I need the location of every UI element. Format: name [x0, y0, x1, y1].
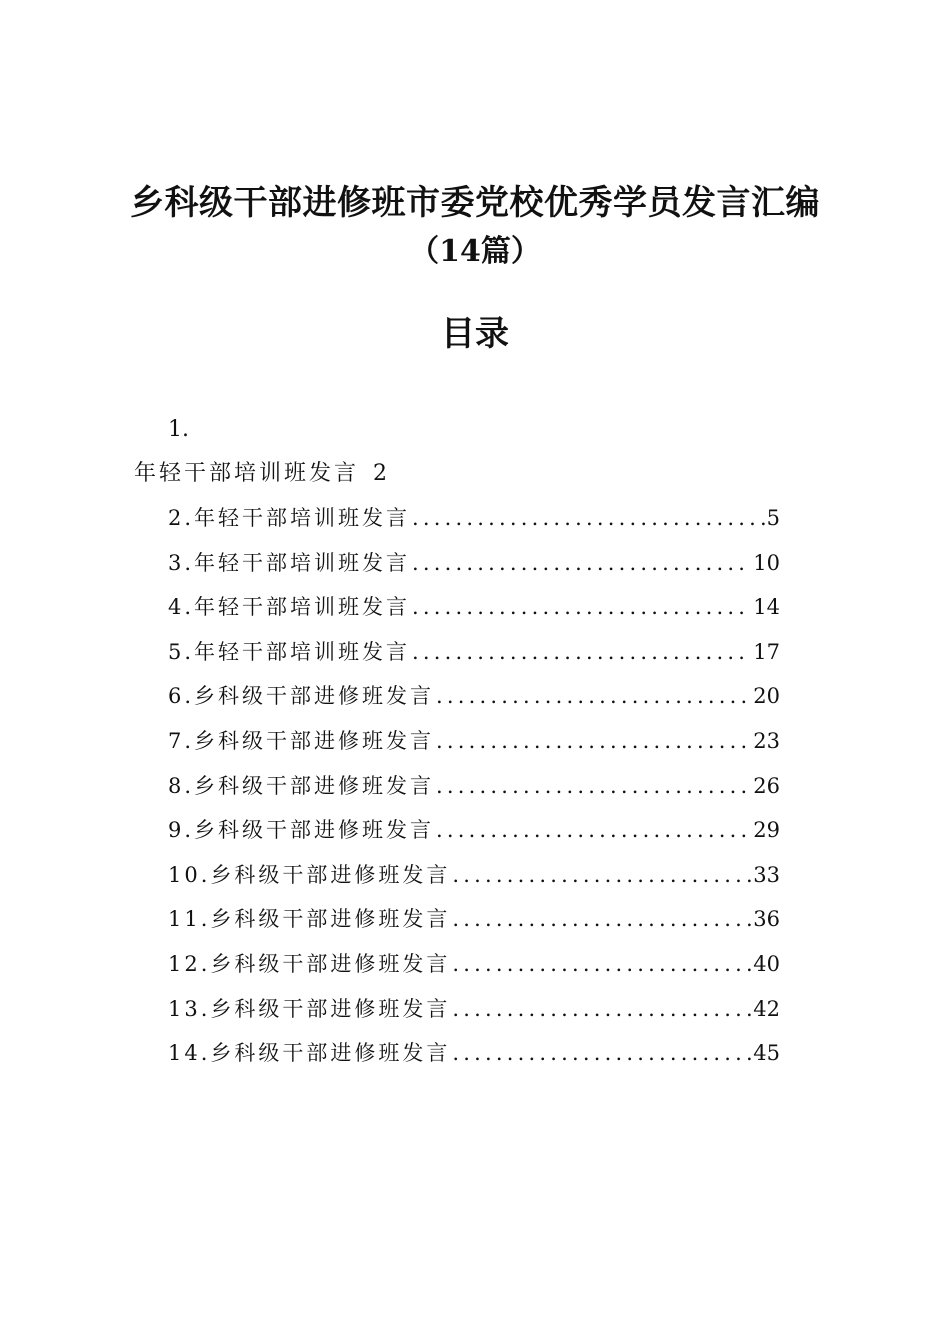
- toc-entry-page: 33: [753, 862, 780, 887]
- toc-entry-label: 6.乡科级干部进修班发言: [168, 684, 435, 709]
- toc-dot-leader: [412, 502, 765, 534]
- toc-entry[interactable]: [168, 636, 780, 681]
- toc-dot-leader: [412, 547, 751, 579]
- toc-heading: 目录: [441, 314, 509, 354]
- toc-entry-label: 7.乡科级干部进修班发言: [168, 728, 435, 753]
- toc-entry-1-number: 1.: [168, 417, 189, 442]
- toc-entry-label: 4.年轻干部培训班发言: [168, 595, 411, 620]
- toc-entry-label: 11.乡科级干部进修班发言: [168, 907, 451, 932]
- toc-entry-page: 29: [753, 818, 780, 843]
- toc-dot-leader: [452, 1037, 751, 1069]
- toc-dot-leader: [452, 859, 751, 891]
- toc-entry[interactable]: [168, 770, 780, 815]
- title-line-count: （14篇）: [409, 234, 541, 269]
- toc-dot-leader: [412, 591, 751, 623]
- toc-entry-page: 40: [753, 951, 780, 976]
- toc-entry-page: 17: [753, 639, 780, 664]
- toc-entry-page: 42: [753, 996, 780, 1021]
- toc-entry-1-title: 年轻干部培训班发言: [134, 461, 360, 486]
- title-line-main: 乡科级干部进修班市委党校优秀学员发言汇编: [130, 183, 820, 223]
- toc-entry-label: 13.乡科级干部进修班发言: [168, 996, 451, 1021]
- toc-entry-page: 26: [753, 773, 780, 798]
- toc-entry[interactable]: [168, 859, 780, 904]
- toc-entry[interactable]: [168, 948, 780, 993]
- toc-entry[interactable]: [168, 547, 780, 592]
- toc-entry-label: 10.乡科级干部进修班发言: [168, 862, 451, 887]
- toc-entry-page: 23: [753, 728, 780, 753]
- toc-entry-page: 36: [753, 907, 780, 932]
- toc-list: [168, 502, 780, 1082]
- toc-dot-leader: [436, 814, 751, 846]
- toc-entry[interactable]: [168, 502, 780, 547]
- toc-entry-page: 20: [753, 684, 780, 709]
- toc-entry-label: 2.年轻干部培训班发言: [168, 506, 411, 530]
- toc-dot-leader: [436, 680, 751, 712]
- toc-dot-leader: [452, 993, 751, 1025]
- toc-entry-label: 5.年轻干部培训班发言: [168, 639, 411, 664]
- toc-entry-page: 45: [753, 1041, 780, 1066]
- toc-entry[interactable]: [168, 725, 780, 770]
- toc-dot-leader: [436, 725, 751, 757]
- toc-entry-label: 3.年轻干部培训班发言: [168, 550, 411, 575]
- toc-entry-page: 14: [753, 595, 780, 620]
- toc-entry-label: 9.乡科级干部进修班发言: [168, 818, 435, 843]
- toc-entry[interactable]: [168, 903, 780, 948]
- toc-entry[interactable]: [168, 993, 780, 1038]
- toc-entry-label: 8.乡科级干部进修班发言: [168, 773, 435, 798]
- toc-entry[interactable]: [168, 1037, 780, 1082]
- toc-entry[interactable]: [168, 814, 780, 859]
- document-title: [0, 176, 950, 274]
- toc-entry-page: 5: [766, 506, 780, 530]
- toc-dot-leader: [436, 770, 751, 802]
- toc-dot-leader: [452, 948, 751, 980]
- toc-entry[interactable]: [168, 591, 780, 636]
- toc-dot-leader: [452, 903, 751, 935]
- toc-entry-label: 14.乡科级干部进修班发言: [168, 1041, 451, 1066]
- toc-entry-1-page: 2: [373, 461, 391, 486]
- toc-entry[interactable]: [168, 680, 780, 725]
- toc-entry-page: 10: [753, 550, 780, 575]
- toc-entry-label: 12.乡科级干部进修班发言: [168, 951, 451, 976]
- toc-entry-1[interactable]: [134, 458, 390, 490]
- toc-dot-leader: [412, 636, 751, 668]
